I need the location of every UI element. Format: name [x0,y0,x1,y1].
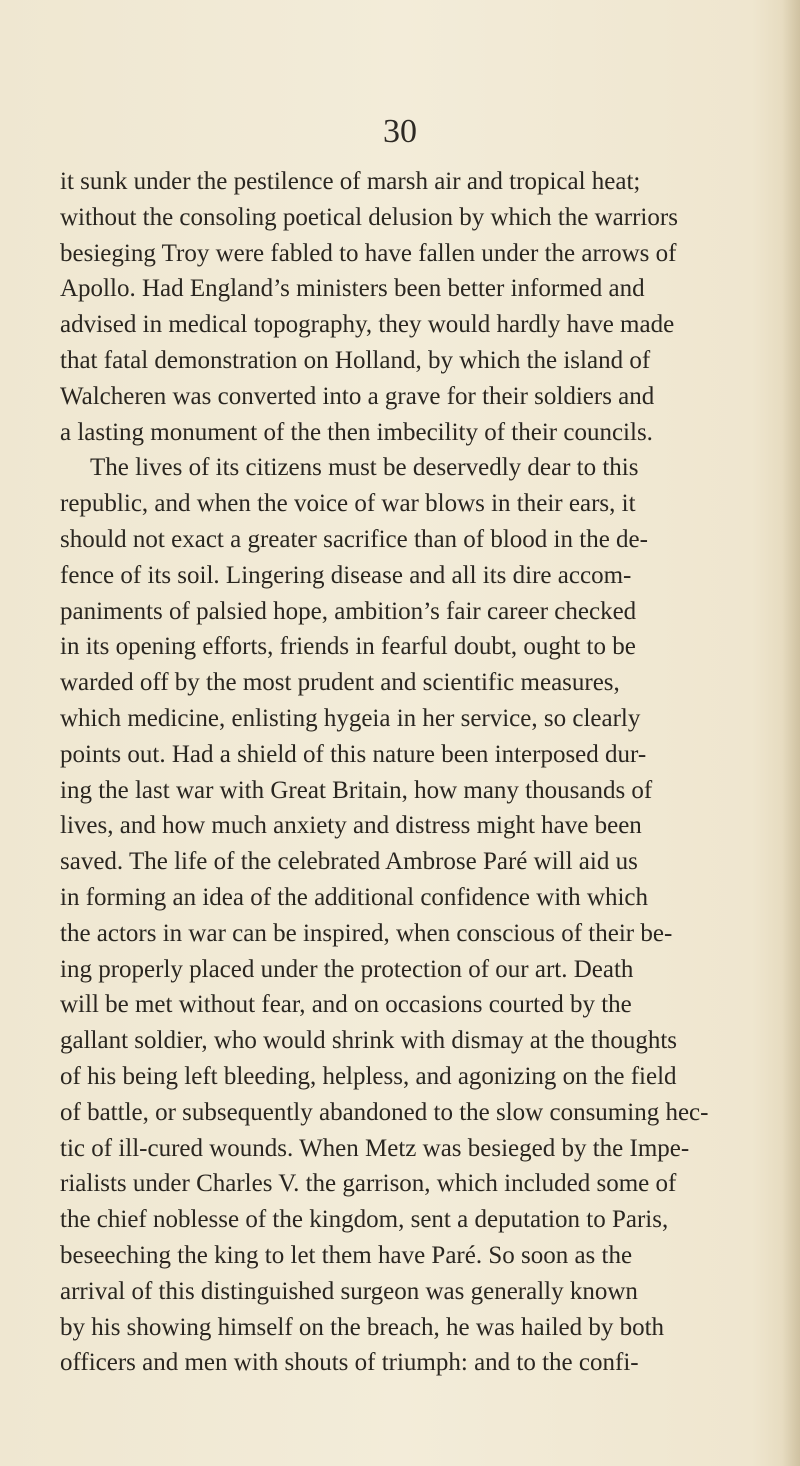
text-line: Apollo. Had England’s ministers been better informed and [60,275,645,303]
text-line: that fatal demonstration on Holland, by which the island of [60,346,651,374]
text-line: warded off by the most prudent and scientific measures, [60,669,620,697]
body-text [60,164,738,1381]
text-line: The lives of its citizens must be deservedly dear to this [90,454,639,482]
text-line: gallant soldier, who would shrink with dismay at the thoughts [60,1027,677,1055]
text-line: beseeching the king to let them have Paré. So soon as the [60,1241,633,1269]
text-line: should not exact a greater sacrifice than of blood in the de- [60,525,648,553]
text-line: which medicine, enlisting hygeia in her service, so clearly [60,704,641,732]
text-line: officers and men with shouts of triumph: and to the confi- [60,1349,639,1377]
text-line: fence of its soil. Lingering disease and all its dire accom- [60,561,632,589]
text-line: tic of ill-cured wounds. When Metz was besieged by the Impe- [60,1134,690,1162]
page-number: 30 [383,113,417,150]
text-line: Walcheren was converted into a grave for their soldiers and [60,382,655,410]
text-line: by his showing himself on the breach, he was hailed by both [60,1313,665,1341]
text-line: lives, and how much anxiety and distress might have been [60,812,642,840]
text-line: saved. The life of the celebrated Ambrose Paré will aid us [60,848,638,876]
text-line: of his being left bleeding, helpless, and agonizing on the field [60,1062,677,1090]
text-line: in forming an idea of the additional confidence with which [60,883,649,911]
text-line: ing the last war with Great Britain, how many thousands of [60,776,653,804]
text-line: of battle, or subsequently abandoned to the slow consuming hec- [60,1098,709,1126]
text-line: arrival of this distinguished surgeon was generally known [60,1277,638,1305]
text-line: republic, and when the voice of war blows in their ears, it [60,490,636,518]
text-line: advised in medical topography, they would hardly have made [60,311,675,339]
text-line: rialists under Charles V. the garrison, which included some of [60,1170,677,1198]
text-line: without the consoling poetical delusion by which the warriors [60,203,678,231]
text-line: it sunk under the pestilence of marsh air and tropical heat; [60,168,641,195]
text-line: in its opening efforts, friends in fearful doubt, ought to be [60,633,636,661]
text-line: ing properly placed under the protection of our art. Death [60,955,634,983]
text-line: a lasting monument of the then imbecility of their councils. [60,418,653,446]
text-line: the chief noblesse of the kingdom, sent a deputation to Paris, [60,1206,669,1234]
text-line: will be met without fear, and on occasions courted by the [60,991,632,1019]
text-line: besieging Troy were fabled to have fallen under the arrows of [60,239,677,267]
text-line: points out. Had a shield of this nature been interposed dur- [60,740,647,768]
text-line: paniments of palsied hope, ambition’s fair career checked [60,597,637,625]
text-line: the actors in war can be inspired, when conscious of their be- [60,919,673,947]
page-edge-shadow [782,0,800,1466]
